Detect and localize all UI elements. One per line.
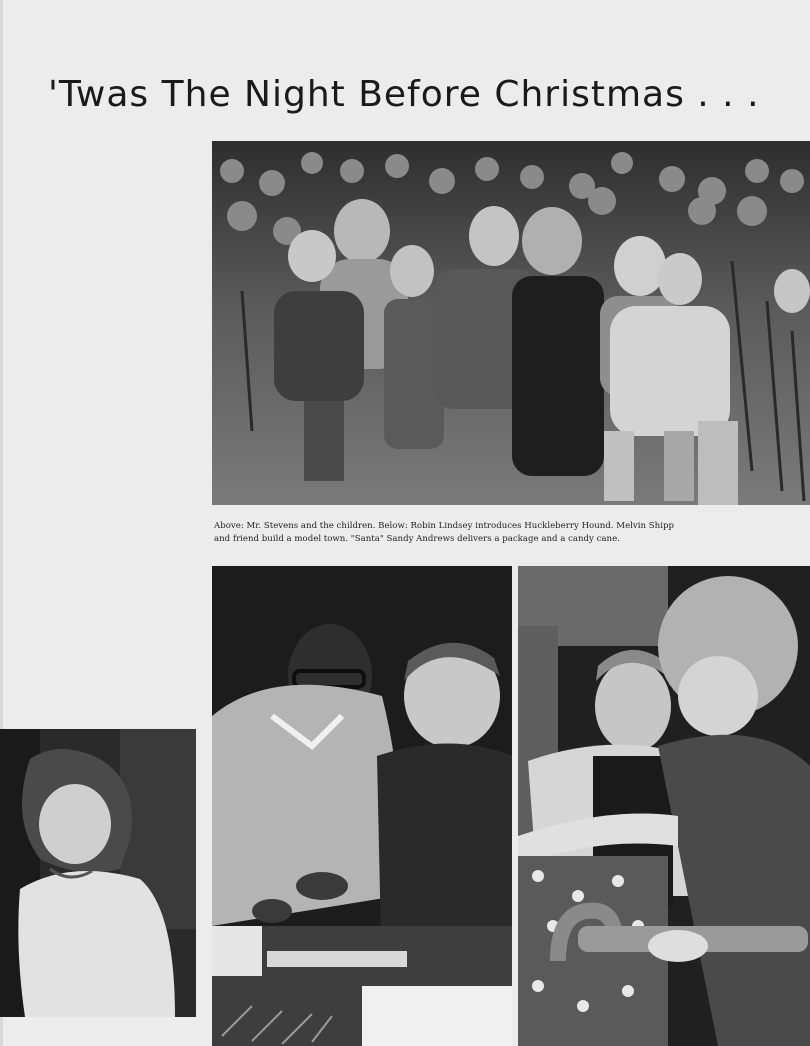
photo-caption	[214, 520, 810, 546]
page-title: 'Twas The Night Before Christmas . . .	[48, 74, 760, 115]
photo-model-town	[212, 566, 512, 1046]
caption-line-2: and friend build a model town. "Santa" Sandy Andrews delivers a package and a candy cane.	[214, 534, 620, 544]
photo-audience-children	[212, 141, 810, 505]
caption-line-1: Above: Mr. Stevens and the children. Below: Robin Lindsey introduces Huckleberry Hound. Melvin Shipp	[214, 521, 674, 531]
photo-santa-delivery	[518, 566, 810, 1046]
photo-girl-sweater	[0, 729, 196, 1017]
